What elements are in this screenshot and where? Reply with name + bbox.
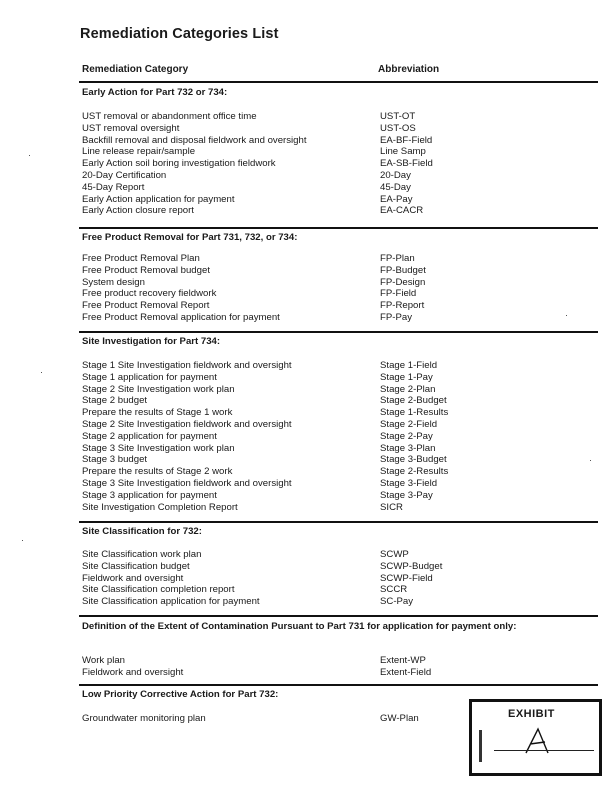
category-cell: Stage 1 application for payment (82, 371, 217, 383)
abbreviation-cell: 45-Day (380, 181, 411, 193)
table-row (82, 466, 592, 478)
table-row (82, 655, 592, 667)
category-cell: Stage 1 Site Investigation fieldwork and oversight (82, 360, 292, 371)
table-row (82, 123, 592, 135)
table-row (82, 478, 592, 490)
category-cell: Free Product Removal budget (82, 264, 210, 276)
category-cell: UST removal or abandonment office time (82, 111, 257, 122)
table-row (82, 135, 592, 147)
table-row (82, 596, 592, 608)
category-cell: Groundwater monitoring plan (82, 713, 206, 724)
abbreviation-cell: FP-Pay (380, 311, 412, 323)
category-cell: Site Classification budget (82, 560, 190, 572)
table-row (82, 573, 592, 585)
scan-speck (22, 540, 23, 541)
table-row (82, 146, 592, 158)
category-cell: Site Investigation Completion Report (82, 501, 238, 513)
category-cell: Work plan (82, 655, 126, 666)
section-rule (79, 615, 598, 617)
abbreviation-cell: UST-OS (380, 122, 416, 134)
table-row (82, 384, 592, 396)
section-title-site-classification: Site Classification for 732: (82, 526, 202, 537)
section-rule (79, 227, 598, 229)
table-row (82, 584, 592, 596)
category-cell: 20-Day Certification (82, 169, 167, 181)
category-cell: Stage 3 Site Investigation fieldwork and oversight (82, 477, 292, 489)
table-row (82, 158, 592, 170)
category-cell: System design (82, 276, 145, 288)
table-row (82, 312, 592, 324)
section-rows-early-action (82, 111, 592, 217)
section-title-extent-definition: Definition of the Extent of Contamination Pursuant to Part 731 for application for payment only: (82, 621, 517, 632)
table-row (82, 182, 592, 194)
abbreviation-cell: Stage 3-Field (380, 477, 438, 489)
abbreviation-cell: Stage 2-Results (380, 466, 449, 478)
category-cell: Free Product Removal Plan (82, 253, 200, 264)
header-rule (79, 81, 598, 83)
abbreviation-cell: EA-SB-Field (380, 158, 433, 170)
section-rule (79, 684, 598, 686)
table-row (82, 277, 592, 289)
abbreviation-cell: FP-Design (380, 276, 426, 288)
table-row (82, 360, 592, 372)
abbreviation-cell: Stage 2-Pay (380, 430, 433, 442)
section-rows-free-product (82, 253, 592, 324)
exhibit-stamp (469, 699, 602, 776)
table-row (82, 549, 592, 561)
table-row (82, 443, 592, 455)
category-cell: 45-Day Report (82, 181, 145, 193)
abbreviation-cell: FP-Report (380, 300, 425, 312)
category-cell: Stage 2 budget (82, 395, 148, 407)
category-cell: Stage 3 Site Investigation work plan (82, 442, 235, 454)
abbreviation-cell: Stage 1-Results (380, 407, 449, 419)
category-cell: Early Action application for payment (82, 193, 235, 205)
category-cell: Stage 2 Site Investigation fieldwork and oversight (82, 418, 292, 430)
section-rows-site-classification (82, 549, 592, 608)
scan-speck (566, 315, 567, 316)
abbreviation-cell: EA-BF-Field (380, 134, 433, 146)
category-cell: Fieldwork and oversight (82, 666, 184, 678)
category-cell: Prepare the results of Stage 2 work (82, 466, 233, 478)
abbreviation-cell: SCWP-Budget (380, 560, 443, 572)
category-cell: Free Product Removal application for payment (82, 311, 280, 323)
abbreviation-cell: Stage 3-Plan (380, 442, 436, 454)
category-cell: Free product recovery fieldwork (82, 288, 217, 300)
table-row (82, 300, 592, 312)
abbreviation-cell: SCWP (380, 549, 409, 560)
table-row (82, 407, 592, 419)
exhibit-label: EXHIBIT (508, 708, 555, 720)
category-cell: Stage 2 application for payment (82, 430, 217, 442)
category-cell: UST removal oversight (82, 122, 180, 134)
section-title-low-priority: Low Priority Corrective Action for Part 732: (82, 689, 279, 700)
exhibit-signature-line (494, 750, 594, 751)
abbreviation-cell: Line Samp (380, 146, 426, 158)
table-row (82, 395, 592, 407)
abbreviation-cell: FP-Field (380, 288, 417, 300)
table-row (82, 502, 592, 514)
category-cell: Early Action soil boring investigation fieldwork (82, 158, 276, 170)
scan-speck (41, 372, 42, 373)
category-cell: Stage 2 Site Investigation work plan (82, 383, 235, 395)
abbreviation-cell: FP-Plan (380, 253, 415, 264)
section-title-site-investigation: Site Investigation for Part 734: (82, 336, 221, 347)
section-title-early-action: Early Action for Part 732 or 734: (82, 87, 228, 98)
category-cell: Backfill removal and disposal fieldwork and oversight (82, 134, 307, 146)
table-row (82, 205, 592, 217)
abbreviation-cell: Stage 3-Pay (380, 489, 433, 501)
abbreviation-cell: EA-Pay (380, 193, 413, 205)
category-cell: Stage 3 application for payment (82, 489, 217, 501)
column-header-abbreviation: Abbreviation (378, 64, 440, 75)
section-rule (79, 521, 598, 523)
section-title-free-product: Free Product Removal for Part 731, 732, or 734: (82, 232, 298, 243)
category-cell: Site Classification application for payment (82, 596, 260, 608)
abbreviation-cell: Stage 2-Plan (380, 383, 436, 395)
page-title: Remediation Categories List (80, 26, 279, 42)
abbreviation-cell: FP-Budget (380, 264, 426, 276)
category-cell: Line release repair/sample (82, 146, 196, 158)
category-cell: Early Action closure report (82, 205, 194, 217)
table-row (82, 265, 592, 277)
table-row (82, 170, 592, 182)
category-cell: Site Classification completion report (82, 584, 235, 596)
category-cell: Fieldwork and oversight (82, 572, 184, 584)
table-row (82, 111, 592, 123)
abbreviation-cell: Stage 1-Pay (380, 371, 433, 383)
column-header-category: Remediation Category (82, 64, 189, 75)
scan-speck (590, 460, 591, 461)
scan-speck (29, 155, 30, 156)
abbreviation-cell: Stage 1-Field (380, 360, 438, 371)
abbreviation-cell: GW-Plan (380, 713, 419, 724)
abbreviation-cell: SCCR (380, 584, 408, 596)
table-row (82, 288, 592, 300)
section-rows-site-investigation (82, 360, 592, 513)
abbreviation-cell: Stage 3-Budget (380, 454, 447, 466)
table-row (82, 431, 592, 443)
table-row (82, 419, 592, 431)
abbreviation-cell: 20-Day (380, 169, 411, 181)
abbreviation-cell: Extent-Field (380, 666, 432, 678)
category-cell: Site Classification work plan (82, 549, 202, 560)
table-row (82, 490, 592, 502)
section-rows-extent-definition (82, 655, 592, 679)
abbreviation-cell: UST-OT (380, 111, 416, 122)
abbreviation-cell: SICR (380, 501, 403, 513)
section-rule (79, 331, 598, 333)
category-cell: Stage 3 budget (82, 454, 148, 466)
table-row (82, 454, 592, 466)
table-row (82, 667, 592, 679)
table-row (82, 253, 592, 265)
category-cell: Free Product Removal Report (82, 300, 210, 312)
abbreviation-cell: SCWP-Field (380, 572, 433, 584)
category-cell: Prepare the results of Stage 1 work (82, 407, 233, 419)
abbreviation-cell: SC-Pay (380, 596, 414, 608)
exhibit-handwritten-mark (518, 726, 558, 756)
table-row (82, 372, 592, 384)
abbreviation-cell: EA-CACR (380, 205, 424, 217)
abbreviation-cell: Stage 2-Budget (380, 395, 447, 407)
abbreviation-cell: Extent-WP (380, 655, 426, 666)
exhibit-side-text (476, 728, 486, 764)
table-row (82, 561, 592, 573)
table-row (82, 194, 592, 206)
abbreviation-cell: Stage 2-Field (380, 418, 438, 430)
